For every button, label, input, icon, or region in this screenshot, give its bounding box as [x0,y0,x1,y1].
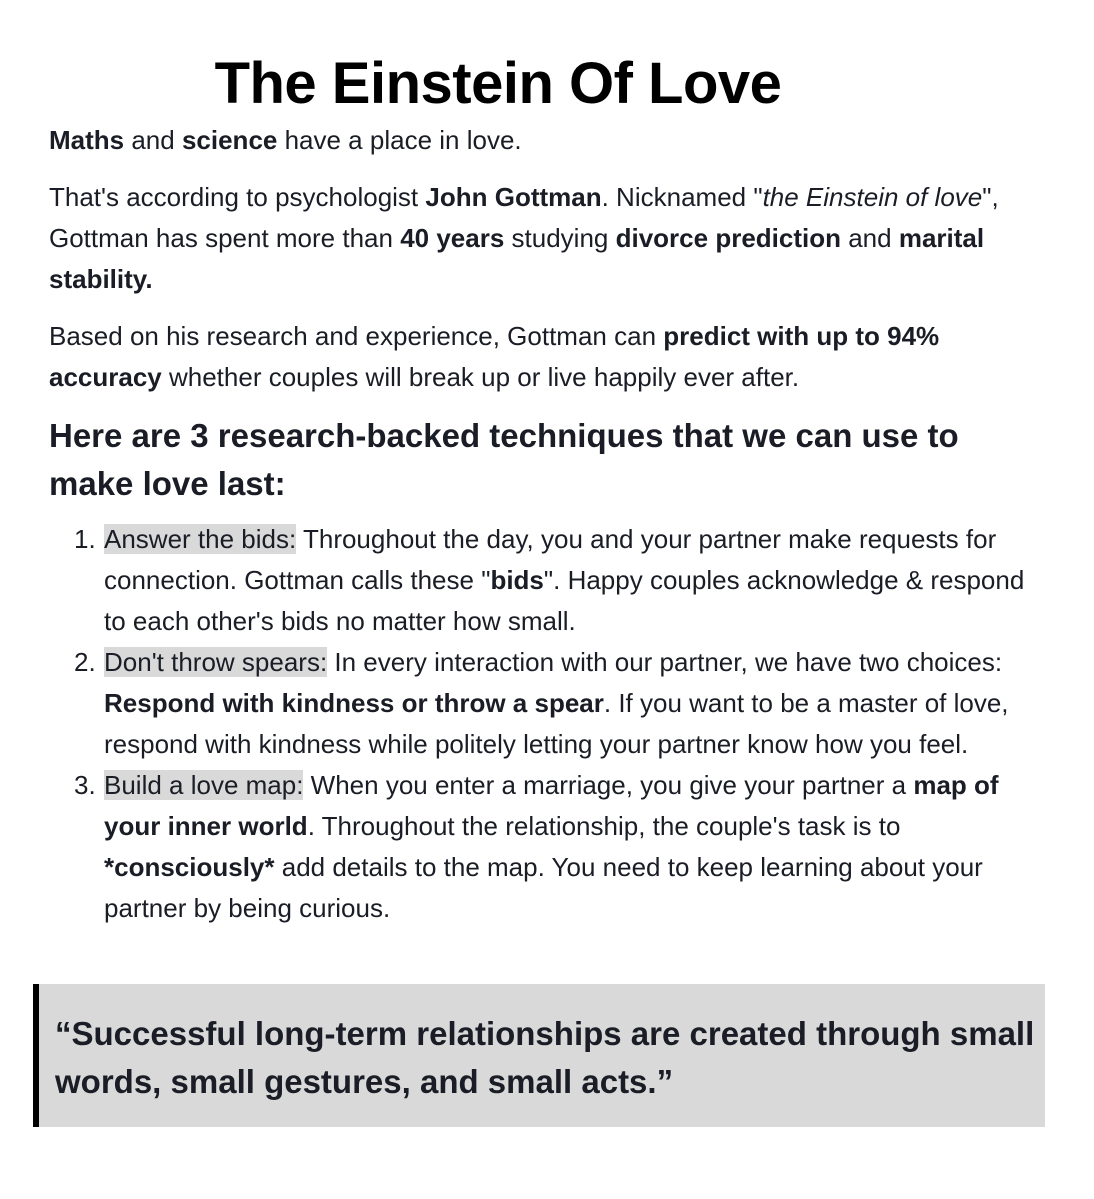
text-run: and [841,223,899,253]
bold-text: predict with up to 94% accuracy [49,321,940,392]
bold-text: Respond with kindness or throw a spear [104,688,604,718]
text-run: . If you want to be a master of love, respond with kindness while politely letting your partner know how you feel. [104,688,1009,759]
text-run: . Throughout the relationship, the couple's task is to [307,811,901,841]
list-item [49,519,1049,642]
intro-paragraph [49,120,1049,161]
text-run: and [124,125,182,155]
bold-text: marital stability. [49,223,985,294]
highlighted-label: Answer the bids: [104,524,297,554]
text-run: That's according to psychologist [49,182,426,212]
quote-block: “Successful long-term relationships are created through small words, small gestures, and small acts.” [33,984,1045,1127]
highlighted-label: Don't throw spears: [104,647,328,677]
list-number: 2. [74,647,96,677]
list-number: 1. [74,524,96,554]
gottman-paragraph [49,177,1049,300]
list-number: 3. [74,770,96,800]
text-run: ". Happy couples acknowledge & respond to each other's bids no matter how small. [104,565,1025,636]
list-item [49,642,1049,765]
text-run: Based on his research and experience, Gottman can [49,321,664,351]
text-run: have a place in love. [277,125,522,155]
text-run: . Nicknamed " [601,182,763,212]
bold-text: bids [490,565,544,595]
text-run: ", Gottman has spent more than [49,182,999,253]
bold-text: science [181,125,278,155]
page-title: The Einstein Of Love [214,51,782,116]
research-paragraph [49,316,1049,398]
text-run: add details to the map. You need to keep learning about your partner by being curious. [104,852,983,923]
text-run: Throughout the day, you and your partner make requests for connection. Gottman calls these " [104,524,997,595]
bold-text: John Gottman [425,182,602,212]
italic-text: the Einstein of love [762,182,983,212]
section-heading: Here are 3 research-backed techniques that we can use to make love last: [49,417,959,502]
list-item [49,765,1049,929]
text-run: In every interaction with our partner, we have two choices: [327,647,1003,677]
text-run: whether couples will break up or live happily ever after. [161,362,800,392]
highlighted-label: Build a love map: [104,770,304,800]
text-run: When you enter a marriage, you give your partner a [303,770,914,800]
text-run: studying [504,223,616,253]
bold-text: Maths [49,125,125,155]
bold-text: map of your inner world [104,770,999,841]
techniques-list [49,519,1049,929]
bold-text: 40 years [400,223,505,253]
bold-text: divorce prediction [615,223,841,253]
bold-text: *consciously* [104,852,275,882]
